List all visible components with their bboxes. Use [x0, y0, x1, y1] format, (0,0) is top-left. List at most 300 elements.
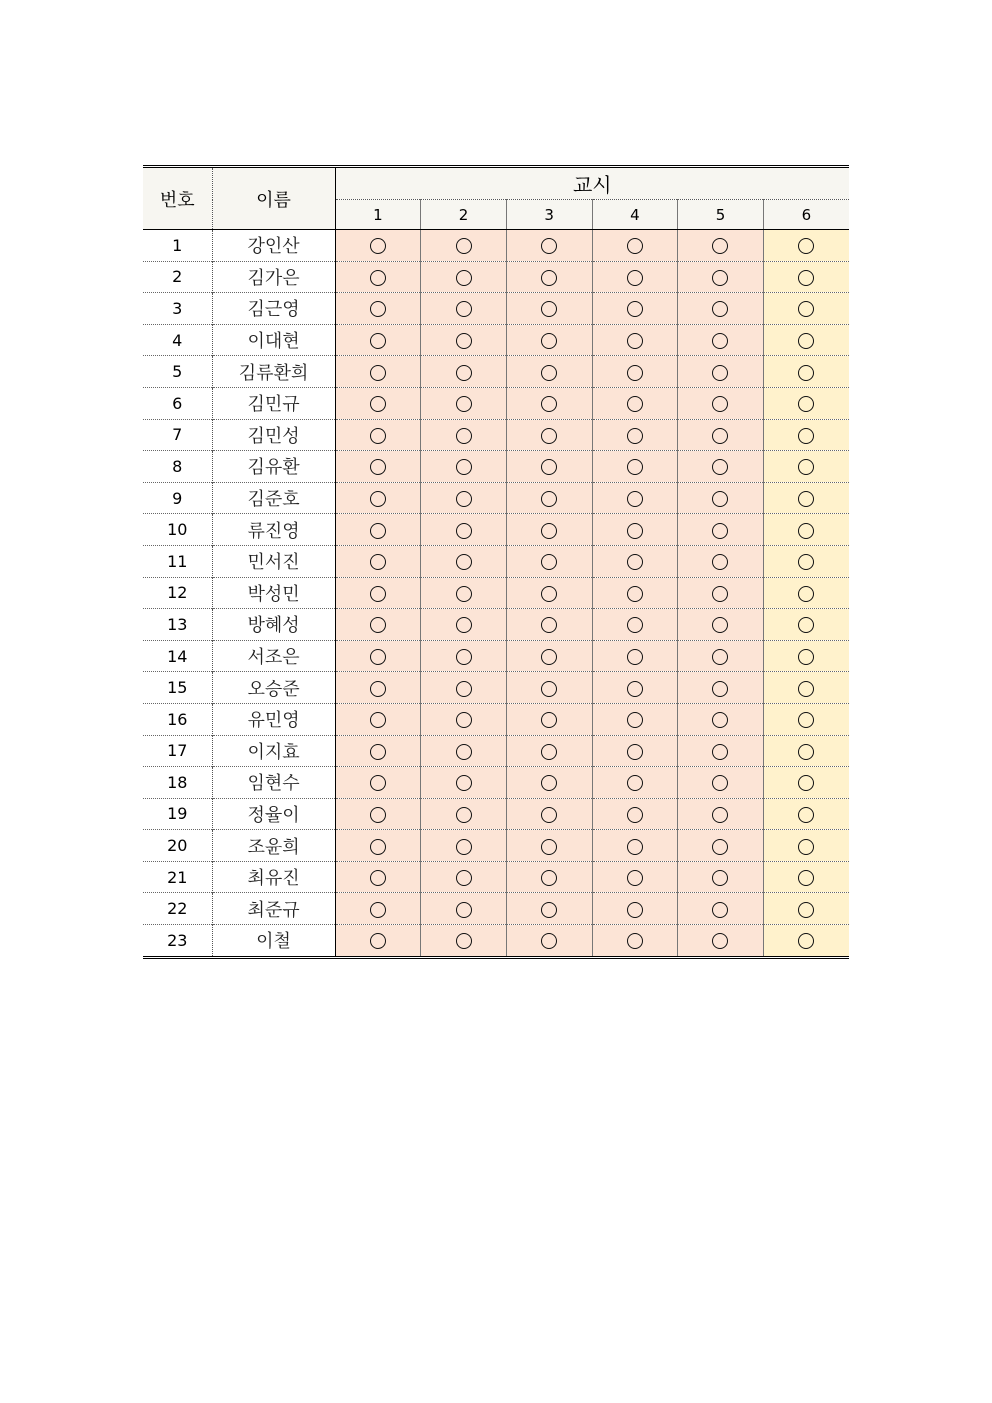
present-mark-icon — [627, 775, 643, 791]
present-mark-icon — [627, 744, 643, 760]
attendance-cell-period-5 — [678, 419, 764, 451]
student-name: 서조은 — [212, 640, 335, 672]
present-mark-icon — [370, 617, 386, 633]
present-mark-icon — [370, 428, 386, 444]
present-mark-icon — [370, 744, 386, 760]
present-mark-icon — [712, 396, 728, 412]
attendance-cell-period-4 — [592, 293, 678, 325]
table-row — [143, 324, 849, 356]
attendance-cell-period-2 — [421, 735, 507, 767]
attendance-cell-period-2 — [421, 293, 507, 325]
present-mark-icon — [627, 902, 643, 918]
attendance-cell-period-5 — [678, 451, 764, 483]
table-row — [143, 261, 849, 293]
present-mark-icon — [627, 523, 643, 539]
present-mark-icon — [627, 554, 643, 570]
student-number: 7 — [143, 419, 212, 451]
present-mark-icon — [541, 870, 557, 886]
student-number: 12 — [143, 577, 212, 609]
attendance-cell-period-4 — [592, 577, 678, 609]
present-mark-icon — [370, 396, 386, 412]
attendance-cell-period-5 — [678, 577, 764, 609]
present-mark-icon — [798, 775, 814, 791]
present-mark-icon — [370, 270, 386, 286]
present-mark-icon — [798, 933, 814, 949]
present-mark-icon — [627, 870, 643, 886]
attendance-cell-period-6 — [763, 293, 849, 325]
present-mark-icon — [541, 586, 557, 602]
student-name: 최유진 — [212, 861, 335, 893]
present-mark-icon — [456, 491, 472, 507]
attendance-cell-period-5 — [678, 735, 764, 767]
present-mark-icon — [712, 459, 728, 475]
attendance-cell-period-6 — [763, 767, 849, 799]
student-name: 류진영 — [212, 514, 335, 546]
attendance-cell-period-3 — [506, 545, 592, 577]
present-mark-icon — [798, 744, 814, 760]
attendance-cell-period-1 — [335, 893, 421, 925]
attendance-cell-period-1 — [335, 514, 421, 546]
attendance-cell-period-1 — [335, 672, 421, 704]
present-mark-icon — [712, 586, 728, 602]
student-number: 8 — [143, 451, 212, 483]
present-mark-icon — [370, 491, 386, 507]
attendance-cell-period-4 — [592, 324, 678, 356]
attendance-cell-period-2 — [421, 261, 507, 293]
present-mark-icon — [541, 301, 557, 317]
attendance-cell-period-3 — [506, 735, 592, 767]
present-mark-icon — [370, 902, 386, 918]
attendance-cell-period-6 — [763, 419, 849, 451]
present-mark-icon — [370, 775, 386, 791]
attendance-cell-period-5 — [678, 324, 764, 356]
present-mark-icon — [541, 712, 557, 728]
attendance-cell-period-4 — [592, 482, 678, 514]
attendance-cell-period-3 — [506, 293, 592, 325]
present-mark-icon — [456, 712, 472, 728]
attendance-cell-period-5 — [678, 861, 764, 893]
attendance-cell-period-4 — [592, 261, 678, 293]
table-row — [143, 514, 849, 546]
attendance-cell-period-3 — [506, 640, 592, 672]
attendance-cell-period-2 — [421, 609, 507, 641]
present-mark-icon — [627, 586, 643, 602]
attendance-cell-period-3 — [506, 893, 592, 925]
present-mark-icon — [627, 933, 643, 949]
present-mark-icon — [541, 744, 557, 760]
present-mark-icon — [712, 870, 728, 886]
attendance-cell-period-5 — [678, 545, 764, 577]
present-mark-icon — [627, 617, 643, 633]
attendance-cell-period-3 — [506, 419, 592, 451]
table-row — [143, 767, 849, 799]
present-mark-icon — [712, 428, 728, 444]
present-mark-icon — [370, 839, 386, 855]
attendance-cell-period-5 — [678, 356, 764, 388]
attendance-cell-period-1 — [335, 640, 421, 672]
attendance-cell-period-4 — [592, 514, 678, 546]
student-number: 19 — [143, 798, 212, 830]
table-row — [143, 545, 849, 577]
attendance-cell-period-3 — [506, 767, 592, 799]
attendance-cell-period-1 — [335, 324, 421, 356]
present-mark-icon — [370, 807, 386, 823]
student-number: 16 — [143, 703, 212, 735]
student-name: 이대현 — [212, 324, 335, 356]
table-header — [143, 167, 849, 230]
attendance-cell-period-3 — [506, 672, 592, 704]
student-number: 1 — [143, 230, 212, 262]
present-mark-icon — [541, 554, 557, 570]
attendance-cell-period-2 — [421, 830, 507, 862]
attendance-cell-period-5 — [678, 293, 764, 325]
student-name: 김유환 — [212, 451, 335, 483]
attendance-cell-period-6 — [763, 861, 849, 893]
attendance-cell-period-6 — [763, 577, 849, 609]
student-number: 10 — [143, 514, 212, 546]
student-number: 22 — [143, 893, 212, 925]
present-mark-icon — [798, 617, 814, 633]
present-mark-icon — [712, 902, 728, 918]
student-number: 20 — [143, 830, 212, 862]
table-row — [143, 387, 849, 419]
attendance-cell-period-2 — [421, 545, 507, 577]
present-mark-icon — [456, 554, 472, 570]
attendance-cell-period-1 — [335, 261, 421, 293]
student-number: 6 — [143, 387, 212, 419]
table-row — [143, 451, 849, 483]
present-mark-icon — [370, 586, 386, 602]
attendance-cell-period-2 — [421, 672, 507, 704]
present-mark-icon — [627, 491, 643, 507]
present-mark-icon — [627, 396, 643, 412]
present-mark-icon — [798, 301, 814, 317]
student-name: 김민규 — [212, 387, 335, 419]
present-mark-icon — [456, 775, 472, 791]
present-mark-icon — [370, 554, 386, 570]
attendance-cell-period-1 — [335, 830, 421, 862]
table-row — [143, 925, 849, 958]
present-mark-icon — [712, 270, 728, 286]
present-mark-icon — [712, 807, 728, 823]
student-name: 방혜성 — [212, 609, 335, 641]
present-mark-icon — [456, 617, 472, 633]
present-mark-icon — [627, 649, 643, 665]
attendance-cell-period-6 — [763, 545, 849, 577]
present-mark-icon — [456, 870, 472, 886]
attendance-cell-period-1 — [335, 419, 421, 451]
present-mark-icon — [798, 270, 814, 286]
present-mark-icon — [370, 459, 386, 475]
attendance-cell-period-2 — [421, 514, 507, 546]
present-mark-icon — [798, 365, 814, 381]
attendance-cell-period-1 — [335, 861, 421, 893]
attendance-cell-period-2 — [421, 482, 507, 514]
attendance-cell-period-1 — [335, 293, 421, 325]
attendance-cell-period-5 — [678, 925, 764, 958]
present-mark-icon — [712, 523, 728, 539]
present-mark-icon — [456, 333, 472, 349]
table-row — [143, 356, 849, 388]
attendance-cell-period-2 — [421, 767, 507, 799]
student-name: 이철 — [212, 925, 335, 958]
present-mark-icon — [456, 902, 472, 918]
attendance-cell-period-4 — [592, 830, 678, 862]
attendance-cell-period-3 — [506, 925, 592, 958]
present-mark-icon — [712, 839, 728, 855]
present-mark-icon — [541, 238, 557, 254]
attendance-cell-period-4 — [592, 387, 678, 419]
present-mark-icon — [456, 365, 472, 381]
attendance-cell-period-6 — [763, 387, 849, 419]
attendance-cell-period-6 — [763, 703, 849, 735]
present-mark-icon — [456, 428, 472, 444]
present-mark-icon — [798, 586, 814, 602]
student-name: 최준규 — [212, 893, 335, 925]
attendance-cell-period-1 — [335, 609, 421, 641]
attendance-cell-period-5 — [678, 640, 764, 672]
present-mark-icon — [712, 554, 728, 570]
attendance-cell-period-6 — [763, 514, 849, 546]
attendance-cell-period-3 — [506, 609, 592, 641]
attendance-cell-period-1 — [335, 356, 421, 388]
attendance-cell-period-4 — [592, 735, 678, 767]
table-row — [143, 293, 849, 325]
attendance-cell-period-3 — [506, 230, 592, 262]
student-number: 13 — [143, 609, 212, 641]
attendance-cell-period-6 — [763, 830, 849, 862]
present-mark-icon — [456, 396, 472, 412]
present-mark-icon — [541, 649, 557, 665]
attendance-cell-period-4 — [592, 925, 678, 958]
present-mark-icon — [712, 775, 728, 791]
student-number: 2 — [143, 261, 212, 293]
header-period-5: 5 — [678, 200, 764, 230]
present-mark-icon — [627, 333, 643, 349]
present-mark-icon — [541, 902, 557, 918]
present-mark-icon — [798, 554, 814, 570]
present-mark-icon — [627, 681, 643, 697]
attendance-cell-period-2 — [421, 798, 507, 830]
attendance-cell-period-1 — [335, 230, 421, 262]
present-mark-icon — [798, 491, 814, 507]
attendance-cell-period-1 — [335, 577, 421, 609]
student-name: 김민성 — [212, 419, 335, 451]
present-mark-icon — [798, 681, 814, 697]
student-name: 유민영 — [212, 703, 335, 735]
present-mark-icon — [798, 807, 814, 823]
present-mark-icon — [370, 238, 386, 254]
attendance-cell-period-4 — [592, 451, 678, 483]
attendance-cell-period-5 — [678, 798, 764, 830]
attendance-cell-period-5 — [678, 609, 764, 641]
header-period-2: 2 — [421, 200, 507, 230]
present-mark-icon — [798, 238, 814, 254]
header-number: 번호 — [143, 167, 212, 230]
present-mark-icon — [798, 902, 814, 918]
attendance-cell-period-2 — [421, 419, 507, 451]
header-period-3: 3 — [506, 200, 592, 230]
table-row — [143, 830, 849, 862]
attendance-cell-period-2 — [421, 577, 507, 609]
present-mark-icon — [627, 301, 643, 317]
student-number: 15 — [143, 672, 212, 704]
student-number: 11 — [143, 545, 212, 577]
attendance-table — [143, 165, 849, 959]
present-mark-icon — [456, 681, 472, 697]
attendance-cell-period-5 — [678, 230, 764, 262]
table-row — [143, 640, 849, 672]
present-mark-icon — [627, 459, 643, 475]
attendance-cell-period-3 — [506, 514, 592, 546]
attendance-cell-period-5 — [678, 261, 764, 293]
present-mark-icon — [456, 459, 472, 475]
header-name: 이름 — [212, 167, 335, 230]
attendance-cell-period-3 — [506, 387, 592, 419]
attendance-cell-period-6 — [763, 925, 849, 958]
present-mark-icon — [541, 807, 557, 823]
attendance-cell-period-1 — [335, 482, 421, 514]
table-row — [143, 735, 849, 767]
present-mark-icon — [798, 428, 814, 444]
present-mark-icon — [798, 712, 814, 728]
attendance-cell-period-4 — [592, 703, 678, 735]
student-name: 김근영 — [212, 293, 335, 325]
attendance-cell-period-1 — [335, 735, 421, 767]
present-mark-icon — [456, 238, 472, 254]
present-mark-icon — [456, 839, 472, 855]
student-name: 김준호 — [212, 482, 335, 514]
present-mark-icon — [456, 301, 472, 317]
student-number: 21 — [143, 861, 212, 893]
table-body — [143, 230, 849, 958]
present-mark-icon — [627, 365, 643, 381]
attendance-cell-period-2 — [421, 230, 507, 262]
present-mark-icon — [712, 649, 728, 665]
attendance-cell-period-4 — [592, 640, 678, 672]
attendance-cell-period-1 — [335, 451, 421, 483]
attendance-cell-period-3 — [506, 356, 592, 388]
present-mark-icon — [370, 523, 386, 539]
present-mark-icon — [541, 491, 557, 507]
attendance-cell-period-6 — [763, 735, 849, 767]
student-number: 3 — [143, 293, 212, 325]
attendance-cell-period-2 — [421, 640, 507, 672]
present-mark-icon — [798, 459, 814, 475]
present-mark-icon — [627, 807, 643, 823]
present-mark-icon — [541, 333, 557, 349]
attendance-cell-period-2 — [421, 324, 507, 356]
attendance-cell-period-1 — [335, 798, 421, 830]
present-mark-icon — [712, 238, 728, 254]
attendance-cell-period-6 — [763, 261, 849, 293]
present-mark-icon — [798, 396, 814, 412]
student-name: 김류환희 — [212, 356, 335, 388]
attendance-cell-period-4 — [592, 419, 678, 451]
student-number: 17 — [143, 735, 212, 767]
present-mark-icon — [370, 333, 386, 349]
student-name: 임현수 — [212, 767, 335, 799]
table-row — [143, 230, 849, 262]
attendance-cell-period-6 — [763, 230, 849, 262]
attendance-cell-period-6 — [763, 356, 849, 388]
attendance-cell-period-4 — [592, 798, 678, 830]
attendance-cell-period-6 — [763, 324, 849, 356]
attendance-cell-period-4 — [592, 861, 678, 893]
student-number: 14 — [143, 640, 212, 672]
present-mark-icon — [798, 523, 814, 539]
present-mark-icon — [456, 807, 472, 823]
attendance-cell-period-4 — [592, 609, 678, 641]
present-mark-icon — [712, 365, 728, 381]
attendance-cell-period-1 — [335, 925, 421, 958]
attendance-cell-period-5 — [678, 893, 764, 925]
present-mark-icon — [798, 839, 814, 855]
attendance-cell-period-3 — [506, 324, 592, 356]
student-name: 김가은 — [212, 261, 335, 293]
header-period-6: 6 — [763, 200, 849, 230]
attendance-cell-period-3 — [506, 798, 592, 830]
attendance-cell-period-4 — [592, 893, 678, 925]
attendance-cell-period-6 — [763, 798, 849, 830]
table-row — [143, 577, 849, 609]
student-number: 23 — [143, 925, 212, 958]
attendance-cell-period-3 — [506, 830, 592, 862]
table-row — [143, 672, 849, 704]
attendance-cell-period-6 — [763, 482, 849, 514]
attendance-cell-period-2 — [421, 703, 507, 735]
header-period: 교시 — [335, 167, 849, 200]
present-mark-icon — [712, 681, 728, 697]
attendance-cell-period-1 — [335, 387, 421, 419]
student-number: 5 — [143, 356, 212, 388]
present-mark-icon — [712, 712, 728, 728]
table-row — [143, 798, 849, 830]
present-mark-icon — [627, 712, 643, 728]
attendance-cell-period-1 — [335, 703, 421, 735]
present-mark-icon — [456, 933, 472, 949]
attendance-cell-period-6 — [763, 672, 849, 704]
student-name: 민서진 — [212, 545, 335, 577]
attendance-cell-period-4 — [592, 672, 678, 704]
table-row — [143, 419, 849, 451]
present-mark-icon — [541, 428, 557, 444]
present-mark-icon — [627, 238, 643, 254]
attendance-cell-period-2 — [421, 356, 507, 388]
attendance-cell-period-4 — [592, 230, 678, 262]
attendance-cell-period-6 — [763, 893, 849, 925]
attendance-cell-period-5 — [678, 830, 764, 862]
attendance-cell-period-6 — [763, 640, 849, 672]
present-mark-icon — [541, 365, 557, 381]
present-mark-icon — [370, 649, 386, 665]
student-name: 박성민 — [212, 577, 335, 609]
present-mark-icon — [712, 333, 728, 349]
present-mark-icon — [541, 617, 557, 633]
present-mark-icon — [798, 649, 814, 665]
present-mark-icon — [370, 712, 386, 728]
present-mark-icon — [370, 365, 386, 381]
present-mark-icon — [712, 933, 728, 949]
attendance-cell-period-5 — [678, 387, 764, 419]
attendance-cell-period-2 — [421, 861, 507, 893]
attendance-cell-period-2 — [421, 387, 507, 419]
attendance-cell-period-3 — [506, 861, 592, 893]
attendance-cell-period-3 — [506, 261, 592, 293]
present-mark-icon — [541, 839, 557, 855]
present-mark-icon — [541, 396, 557, 412]
attendance-cell-period-6 — [763, 451, 849, 483]
